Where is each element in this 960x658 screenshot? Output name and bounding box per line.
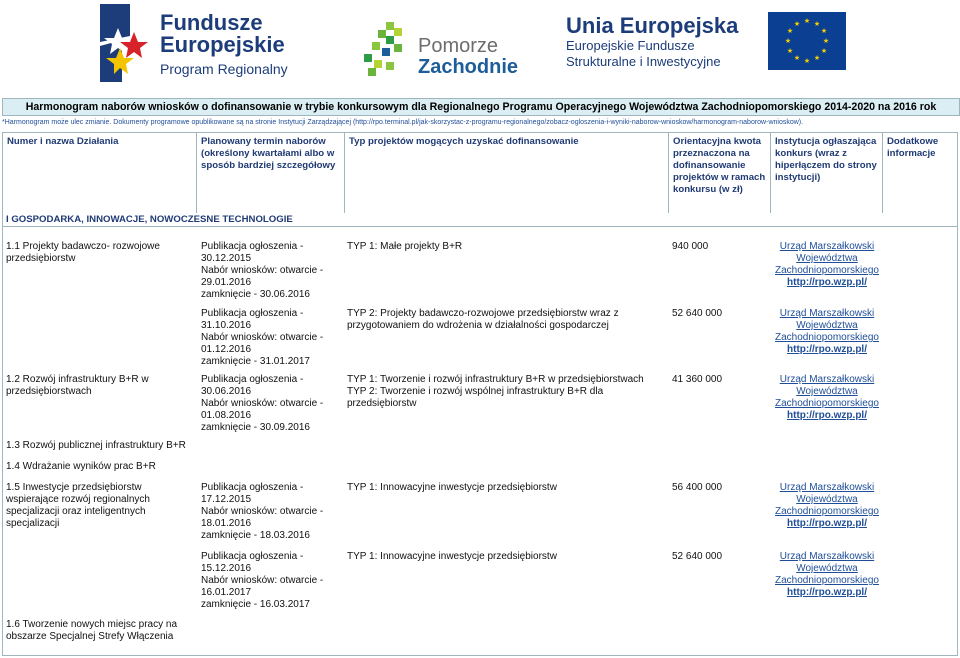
- svg-text:★: ★: [820, 47, 828, 55]
- term-line: 17.12.2015: [201, 494, 252, 505]
- header-type: Typ projektów mogących uzyskać dofinansowanie: [349, 136, 579, 147]
- inst-line: Zachodniopomorskiego: [775, 398, 879, 409]
- institution-link[interactable]: [771, 482, 883, 530]
- row-term: [201, 551, 341, 611]
- inst-line: Zachodniopomorskiego: [775, 506, 879, 517]
- term-line: 18.01.2016: [201, 518, 252, 529]
- inst-url[interactable]: http://rpo.wzp.pl/: [787, 344, 867, 355]
- type-line: TYP 1: Innowacyjne inwestycje przedsiębiorstw: [347, 551, 557, 562]
- row-type: [347, 482, 665, 494]
- svg-text:★: ★: [786, 27, 794, 35]
- term-line: 01.08.2016: [201, 410, 252, 421]
- svg-text:★: ★: [813, 54, 821, 62]
- term-line: zamknięcie - 30.06.2016: [201, 289, 310, 300]
- fe-star-icon: [96, 2, 154, 84]
- term-line: 16.01.2017: [201, 587, 252, 598]
- type-line: TYP 2: Tworzenie i rozwój wspólnej infrastruktury B+R dla przedsiębiorstw: [347, 386, 604, 409]
- term-line: 01.12.2016: [201, 344, 252, 355]
- term-line: Publikacja ogłoszenia -: [201, 482, 304, 493]
- term-line: Nabór wniosków: otwarcie -: [201, 332, 324, 343]
- note[interactable]: *Harmonogram może ulec zmianie. Dokumenty programowe opublikowane są na stronie Instytucji Zarządzającej (http://rpo.terminal.pl/jak-skorzystac-z-programu-regionalnego/zobacz-ogloszenia-i-wyniki-naborow-wnioskow/harmonogram-naborow-wnioskow).: [2, 119, 804, 126]
- header-notes: Dodatkowe informacje: [887, 136, 939, 159]
- inst-url[interactable]: http://rpo.wzp.pl/: [787, 277, 867, 288]
- svg-text:★: ★: [793, 54, 801, 62]
- svg-text:★: ★: [803, 57, 811, 65]
- svg-text:★: ★: [813, 20, 821, 28]
- row-action: 1.3 Rozwój publicznej infrastruktury B+R: [6, 440, 186, 451]
- header-amount: Orientacyjna kwota przeznaczona na dofinansowanie projektów w ramach konkursu (w zł): [673, 136, 766, 195]
- row-type: [347, 551, 665, 563]
- inst-line: Urząd Marszałkowski: [779, 482, 875, 493]
- ue-line1: Unia Europejska: [566, 13, 739, 38]
- inst-line: Województwa: [796, 494, 858, 505]
- term-line: 15.12.2016: [201, 563, 252, 574]
- term-line: 29.01.2016: [201, 277, 252, 288]
- row-type: [347, 374, 665, 410]
- term-line: Publikacja ogłoszenia -: [201, 308, 304, 319]
- unia-europejska-logo: [566, 10, 866, 80]
- term-line: 30.06.2016: [201, 386, 252, 397]
- inst-line: Województwa: [796, 253, 858, 264]
- inst-line: Województwa: [796, 320, 858, 331]
- ue-line3: Strukturalne i Inwestycyjne: [566, 54, 721, 69]
- type-line: TYP 1: Tworzenie i rozwój infrastruktury B+R w przedsiębiorstwach: [347, 374, 644, 385]
- term-line: Nabór wniosków: otwarcie -: [201, 575, 324, 586]
- term-line: Nabór wniosków: otwarcie -: [201, 265, 324, 276]
- term-line: Publikacja ogłoszenia -: [201, 551, 304, 562]
- inst-line: Zachodniopomorskiego: [775, 575, 879, 586]
- ue-line2: Europejskie Fundusze: [566, 38, 695, 53]
- type-line: TYP 1: Innowacyjne inwestycje przedsiębiorstw: [347, 482, 557, 493]
- term-line: zamknięcie - 18.03.2016: [201, 530, 310, 541]
- row-action: 1.1 Projekty badawczo- rozwojowe przedsiębiorstw: [6, 241, 160, 264]
- inst-line: Urząd Marszałkowski: [779, 374, 875, 385]
- document-title: Harmonogram naborów wniosków o dofinansowanie w trybie konkursowym dla Regionalnego Programu Operacyjnego Województwa Zachodniopomorskiego 2014-2020 na 2016 rok: [25, 101, 937, 113]
- term-line: Publikacja ogłoszenia -: [201, 374, 304, 385]
- inst-url[interactable]: http://rpo.wzp.pl/: [787, 410, 867, 421]
- row-action: 1.4 Wdrażanie wyników prac B+R: [6, 461, 156, 472]
- term-line: 31.10.2016: [201, 320, 252, 331]
- inst-line: Zachodniopomorskiego: [775, 265, 879, 276]
- inst-url[interactable]: http://rpo.wzp.pl/: [787, 587, 867, 598]
- row-term: [201, 241, 341, 301]
- row-term: [201, 374, 341, 434]
- header-institution: Instytucja ogłaszająca konkurs (wraz z hiperłączem do strony instytucji): [775, 136, 877, 183]
- type-line: TYP 1: Małe projekty B+R: [347, 241, 463, 252]
- institution-link[interactable]: [771, 374, 883, 422]
- row-action: 1.2 Rozwój infrastruktury B+R w przedsiębiorstwach: [6, 374, 149, 397]
- pomorze-zachodnie-logo: [360, 20, 519, 90]
- section-header: I GOSPODARKA, INNOWACJE, NOWOCZESNE TECHNOLOGIE: [3, 213, 957, 227]
- term-line: 30.12.2015: [201, 253, 252, 264]
- inst-line: Zachodniopomorskiego: [775, 332, 879, 343]
- institution-link[interactable]: [771, 241, 883, 289]
- row-action: 1.6 Tworzenie nowych miejsc pracy na obszarze Specjalnej Strefy Włączenia: [6, 619, 178, 642]
- fundusze-europejskie-logo: [96, 2, 306, 84]
- row-amount: 56 400 000: [672, 482, 723, 493]
- institution-link[interactable]: [771, 551, 883, 599]
- row-type: [347, 241, 665, 253]
- fe-line3: Program Regionalny: [160, 61, 288, 77]
- pz-line2: Zachodnie: [418, 56, 519, 78]
- row-term: [201, 482, 341, 542]
- svg-text:★: ★: [786, 47, 794, 55]
- svg-text:★: ★: [784, 37, 792, 45]
- pz-mark-icon: [360, 20, 415, 78]
- pz-line1: Pomorze: [418, 35, 499, 57]
- term-line: Publikacja ogłoszenia -: [201, 241, 304, 252]
- header-term: Planowany termin naborów (określony kwartałami albo w sposób bardziej szczegółowy: [201, 136, 336, 171]
- row-action: 1.5 Inwestycje przedsiębiorstw wspierające rozwój regionalnych specjalizacji oraz inteligentnych specjalizacji: [6, 482, 150, 529]
- fe-line1: Fundusze: [160, 10, 263, 35]
- row-amount: 940 000: [672, 241, 709, 252]
- inst-line: Urząd Marszałkowski: [779, 308, 875, 319]
- row-term: [201, 308, 341, 368]
- svg-text:★: ★: [803, 17, 811, 25]
- term-line: Nabór wniosków: otwarcie -: [201, 506, 324, 517]
- term-line: zamknięcie - 30.09.2016: [201, 422, 310, 433]
- schedule-table: [2, 132, 958, 656]
- svg-text:★: ★: [822, 37, 830, 45]
- eu-flag-icon: [768, 12, 846, 70]
- row-amount: 52 640 000: [672, 551, 723, 562]
- inst-line: Urząd Marszałkowski: [779, 551, 875, 562]
- inst-url[interactable]: http://rpo.wzp.pl/: [787, 518, 867, 529]
- term-line: zamknięcie - 31.01.2017: [201, 356, 310, 367]
- type-line: przygotowaniem do wdrożenia w działalności gospodarczej: [347, 320, 609, 331]
- row-amount: 52 640 000: [672, 308, 723, 319]
- type-line: TYP 2: Projekty badawczo-rozwojowe przedsiębiorstw wraz z: [347, 308, 619, 319]
- inst-line: Województwa: [796, 563, 858, 574]
- row-amount: 41 360 000: [672, 374, 723, 385]
- row-type: [347, 308, 665, 332]
- document-title-band: [2, 98, 960, 116]
- svg-text:★: ★: [793, 20, 801, 28]
- institution-link[interactable]: [771, 308, 883, 356]
- fe-line2: Europejskie: [160, 32, 285, 57]
- term-line: zamknięcie - 16.03.2017: [201, 599, 310, 610]
- inst-line: Urząd Marszałkowski: [779, 241, 875, 252]
- header-logos: [0, 0, 960, 95]
- svg-text:★: ★: [820, 27, 828, 35]
- term-line: Nabór wniosków: otwarcie -: [201, 398, 324, 409]
- header-action: Numer i nazwa Działania: [7, 136, 119, 147]
- inst-line: Województwa: [796, 386, 858, 397]
